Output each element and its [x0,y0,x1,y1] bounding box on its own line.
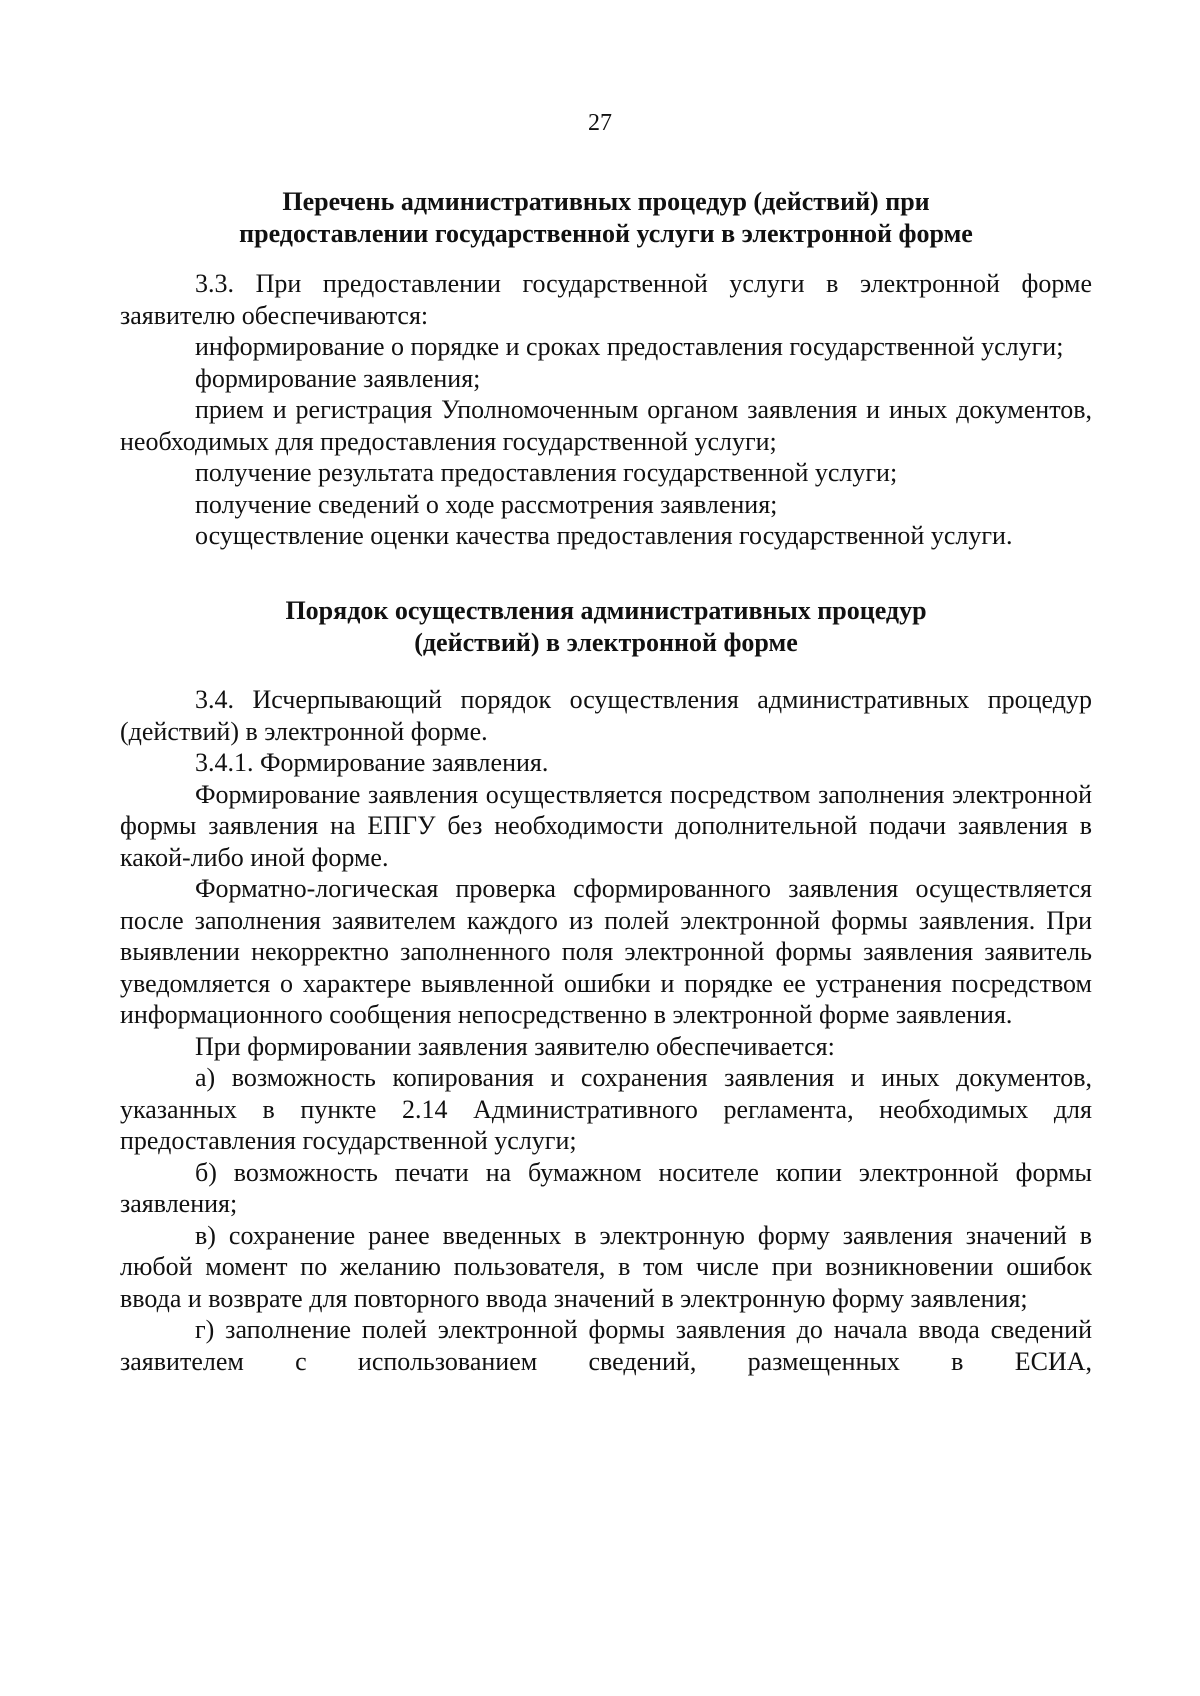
paragraph: б) возможность печати на бумажном носителе копии электронной формы заявления; [120,1157,1092,1218]
section-heading-procedure-order [120,595,1092,658]
paragraph: При формировании заявления заявителю обеспечивается: [195,1031,835,1061]
section-heading-procedures-list [120,186,1092,249]
paragraph: осуществление оценки качества предоставления государственной услуги. [195,521,1013,550]
page-number: 27 [588,110,612,136]
paragraph: прием и регистрация Уполномоченным органом заявления и иных документов, необходимых для предоставления государственной услуги; [120,395,1092,456]
paragraph: 3.4.1. Формирование заявления. [195,748,549,777]
paragraph: формирование заявления; [195,363,481,393]
paragraph: в) сохранение ранее введенных в электронную форму заявления значений в любой момент по желанию пользователя, в том числе при возникновении ошибок ввода и возврате для повторного ввода значений в электронную форму заявления; [120,1220,1092,1313]
paragraph: получение результата предоставления государственной услуги; [195,458,898,487]
paragraph: получение сведений о ходе рассмотрения заявления; [195,489,778,519]
section-body-procedures-list [120,268,1092,552]
paragraph: 3.4. Исчерпывающий порядок осуществления административных процедур (действий) в электронной форме. [120,685,1092,746]
heading-line: предоставлении государственной услуги в электронной форме [239,218,973,248]
section-body-procedure-order [120,684,1092,1377]
heading-line: Перечень административных процедур (действий) при [282,187,930,216]
heading-line: Порядок осуществления административных процедур [285,596,927,625]
paragraph: Формирование заявления осуществляется посредством заполнения электронной формы заявления на ЕПГУ без необходимости дополнительной подачи заявления в какой-либо иной форме. [120,779,1092,872]
paragraph: Форматно-логическая проверка сформированного заявления осуществляется после заполнения заявителем каждого из полей электронной формы заявления. При выявлении некорректно заполненного поля электронной формы заявления заявитель уведомляется о характере выявленной ошибки и порядке ее устранения посредством информационного сообщения непосредственно в электронной форме заявления. [120,874,1092,1029]
heading-line: (действий) в электронной форме [414,627,798,657]
paragraph: г) заполнение полей электронной формы заявления до начала ввода сведений заявителем с использованием сведений, размещенных в ЕСИА, [120,1315,1092,1376]
paragraph: информирование о порядке и сроках предоставления государственной услуги; [195,332,1064,361]
paragraph: а) возможность копирования и сохранения заявления и иных документов, указанных в пункте 2.14 Административного регламента, необходимых для предоставления государственной услуги; [120,1063,1092,1155]
paragraph: 3.3. При предоставлении государственной услуги в электронной форме заявителю обеспечиваются: [120,269,1092,330]
